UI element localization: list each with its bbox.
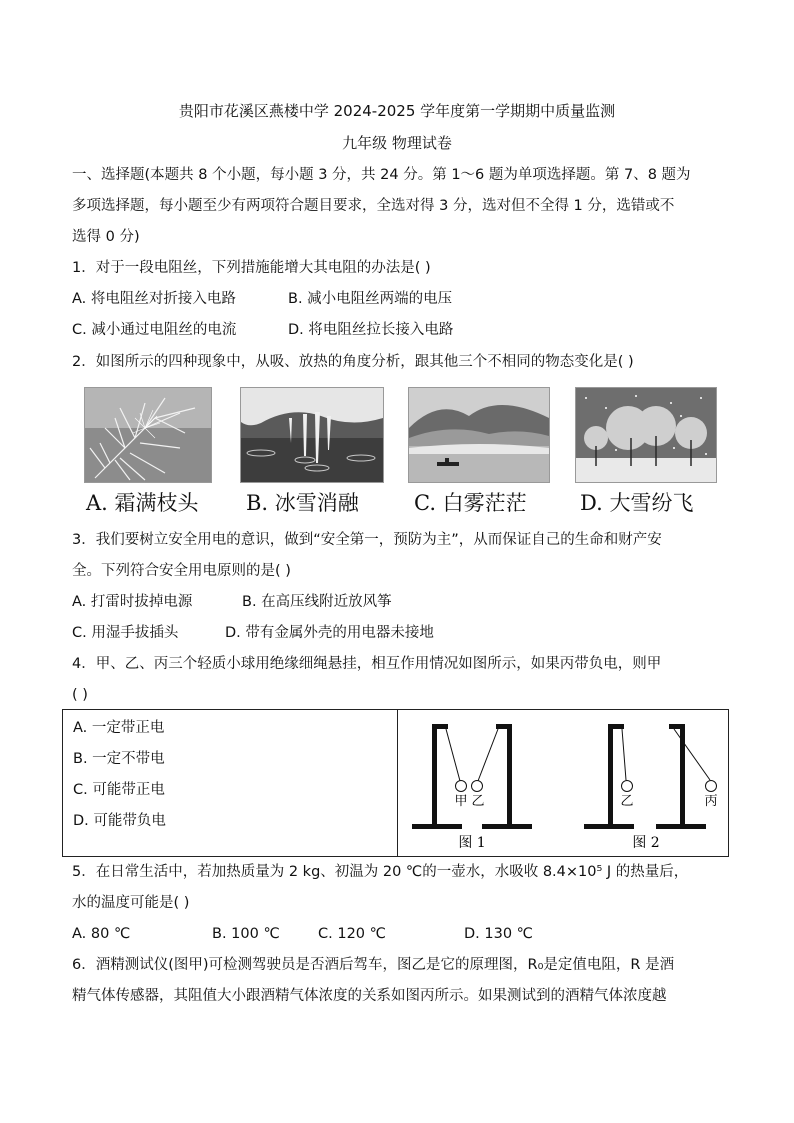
q4-option-d: D. 可能带负电 <box>73 813 166 829</box>
section-instructions-line3: 选得 0 分) <box>72 229 140 245</box>
fig1-caption: 图 1 <box>458 835 486 851</box>
photo-heavy-snow <box>575 387 717 483</box>
q3-stem-line1: 3．我们要树立安全用电的意识，做到“安全第一，预防为主”，从而保证自己的生命和财产安 <box>72 532 662 548</box>
q6-stem-line2: 精气体传感器，其阻值大小跟酒精气体浓度的关系如图丙所示。如果测试到的酒精气体浓度越 <box>72 988 667 1004</box>
q5-option-d: D. 130 ℃ <box>464 926 533 942</box>
q5-option-b: B. 100 ℃ <box>212 926 280 942</box>
photo-frost-branch <box>84 387 212 483</box>
q1-option-c: C. 减小通过电阻丝的电流 <box>72 322 237 338</box>
fig2-caption: 图 2 <box>632 835 660 851</box>
q2-caption-a: A. 霜满枝头 <box>86 491 199 515</box>
q4-stem-line1: 4．甲、乙、丙三个轻质小球用绝缘细绳悬挂，相互作用情况如图所示，如果丙带负电，则甲 <box>72 656 662 672</box>
q6-stem-line1: 6．酒精测试仪(图甲)可检测驾驶员是否酒后驾车，图乙是它的原理图，R₀是定值电阻，R 是酒 <box>72 957 675 973</box>
q5-option-c: C. 120 ℃ <box>318 926 386 942</box>
q2-stem: 2．如图所示的四种现象中，从吸、放热的角度分析，跟其他三个不相同的物态变化是( ) <box>72 354 634 370</box>
page-title: 贵阳市花溪区燕楼中学 2024-2025 学年度第一学期期中质量监测 <box>178 102 616 120</box>
q4-stem-line2: ( ) <box>72 687 88 703</box>
q3-option-c: C. 用湿手拔插头 <box>72 625 179 641</box>
photo-melting-icicles <box>240 387 384 483</box>
fig1-ball-label-yi: 乙 <box>471 794 485 809</box>
q5-stem-line1: 5．在日常生活中，若加热质量为 2 kg、初温为 20 ℃的一壶水，水吸收 8.4×10⁵ J 的热量后， <box>72 864 689 880</box>
photo-white-fog <box>408 387 550 483</box>
q1-stem: 1．对于一段电阻丝，下列措施能增大其电阻的办法是( ) <box>72 260 431 276</box>
section-instructions-line2: 多项选择题，每小题至少有两项符合题目要求，全选对得 3 分，选对但不全得 1 分，选错或不 <box>72 198 675 214</box>
q3-option-b: B. 在高压线附近放风筝 <box>242 594 392 610</box>
section-instructions-line1: 一、选择题(本题共 8 个小题，每小题 3 分，共 24 分。第 1～6 题为单项选择题。第 7、8 题为 <box>72 167 691 183</box>
q1-option-a: A. 将电阻丝对折接入电路 <box>72 291 236 307</box>
q3-stem-line2: 全。下列符合安全用电原则的是( ) <box>72 563 291 579</box>
fig1-ball-label-jia: 甲 <box>454 794 468 809</box>
charge-interaction-figure <box>398 710 728 856</box>
fig2-ball-label-bing: 丙 <box>704 794 718 809</box>
q2-caption-c: C. 白雾茫茫 <box>414 491 527 515</box>
q3-option-d: D. 带有金属外壳的用电器未接地 <box>225 625 434 641</box>
q1-option-d: D. 将电阻丝拉长接入电路 <box>288 322 454 338</box>
q2-caption-b: B. 冰雪消融 <box>246 491 359 515</box>
q5-option-a: A. 80 ℃ <box>72 926 131 942</box>
q4-option-c: C. 可能带正电 <box>73 782 165 798</box>
q1-option-b: B. 减小电阻丝两端的电压 <box>288 291 453 307</box>
q5-stem-line2: 水的温度可能是( ) <box>72 895 190 911</box>
q4-option-a: A. 一定带正电 <box>73 720 165 736</box>
q4-table <box>62 709 729 857</box>
q4-option-b: B. 一定不带电 <box>73 751 165 767</box>
fig2-ball-label-yi: 乙 <box>620 794 634 809</box>
q2-caption-d: D. 大雪纷飞 <box>580 491 694 515</box>
q3-option-a: A. 打雷时拔掉电源 <box>72 594 193 610</box>
page-subtitle: 九年级 物理试卷 <box>342 134 452 152</box>
